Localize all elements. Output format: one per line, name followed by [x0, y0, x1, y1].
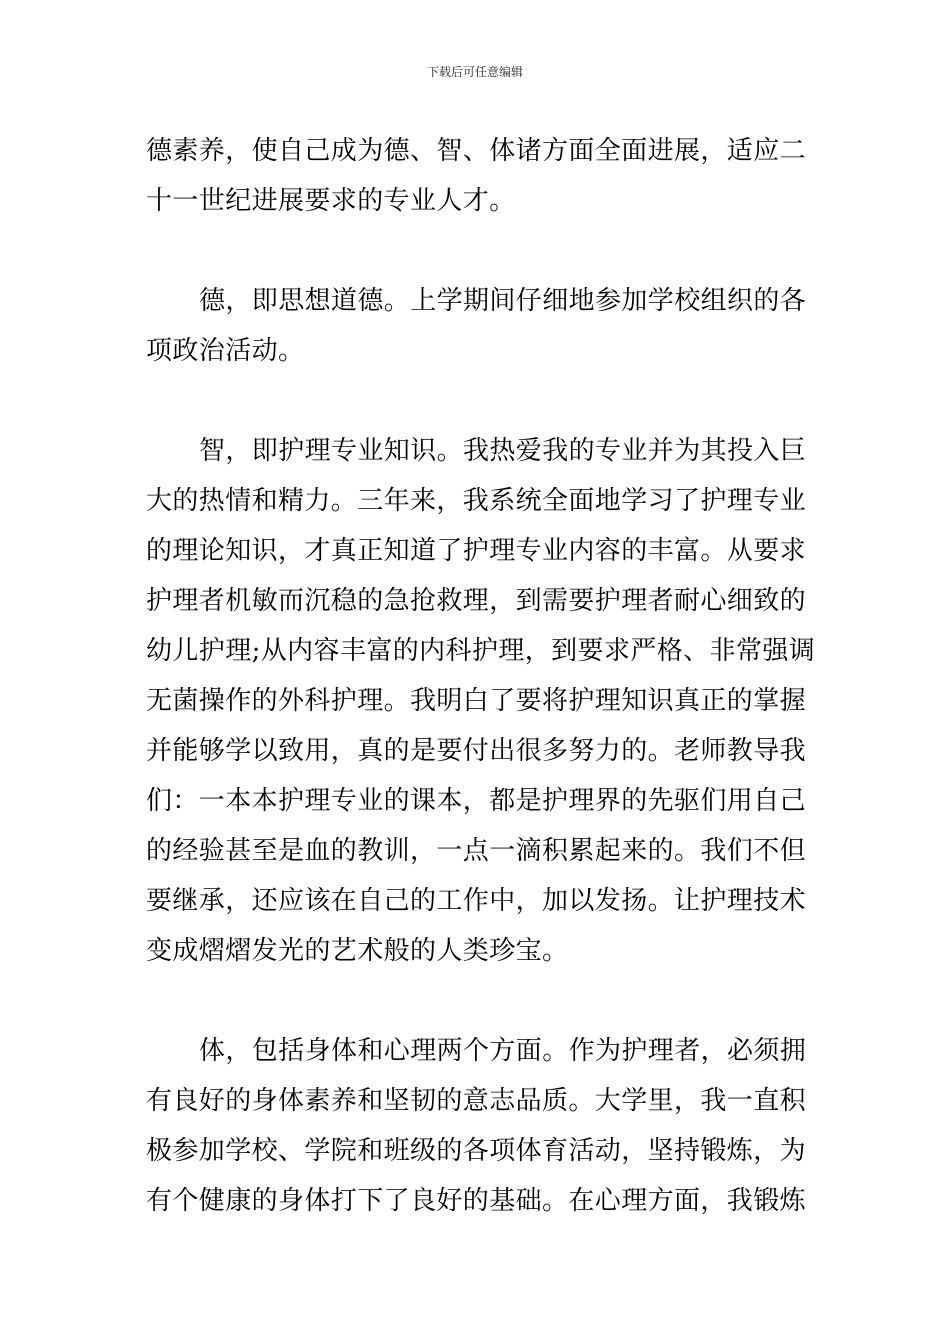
paragraph-gap [146, 976, 808, 1026]
text-line: 护理者机敏而沉稳的急抢救理，到需要护理者耐心细致的 [146, 586, 807, 616]
text-line: 并能够学以致用，真的是要付出很多努力的。老师教导我 [146, 736, 807, 766]
text-line: 大的热情和精力。三年来，我系统全面地学习了护理专业 [146, 486, 807, 516]
text-line: 变成熠熠发光的艺术般的人类珍宝。 [146, 936, 569, 966]
text-line: 们：一本本护理专业的课本，都是护理界的先驱们用自己 [146, 786, 807, 816]
paragraph-1 [146, 126, 808, 226]
text-line: 德，即思想道德。上学期间仔细地参加学校组织的各 [199, 286, 807, 316]
text-line: 项政治活动。 [146, 336, 305, 366]
text-line: 有个健康的身体打下了良好的基础。在心理方面，我锻炼 [146, 1186, 807, 1216]
paragraph-gap [146, 226, 808, 276]
text-line: 十一世纪进展要求的专业人才。 [146, 186, 516, 216]
paragraph-gap [146, 376, 808, 426]
paragraph-4 [146, 1026, 808, 1226]
text-line: 的经验甚至是血的教训，一点一滴积累起来的。我们不但 [146, 836, 807, 866]
paragraph-3 [146, 426, 816, 976]
text-line: 要继承，还应该在自己的工作中，加以发扬。让护理技术 [146, 886, 807, 916]
text-line: 极参加学校、学院和班级的各项体育活动，坚持锻炼，为 [146, 1136, 807, 1166]
text-line: 体，包括身体和心理两个方面。作为护理者，必须拥 [199, 1036, 807, 1066]
text-line: 幼儿护理;从内容丰富的内科护理，到要求严格、非常强调 [146, 636, 816, 666]
page-header: 下载后可任意编辑 [426, 65, 523, 79]
document-body [146, 126, 816, 1226]
paragraph-2 [146, 276, 808, 376]
text-line: 德素养，使自己成为德、智、体诸方面全面进展，适应二 [146, 136, 807, 166]
text-line: 智，即护理专业知识。我热爱我的专业并为其投入巨 [199, 436, 807, 466]
text-line: 的理论知识，才真正知道了护理专业内容的丰富。从要求 [146, 536, 807, 566]
text-line: 有良好的身体素养和坚韧的意志品质。大学里，我一直积 [146, 1086, 807, 1116]
text-line: 无菌操作的外科护理。我明白了要将护理知识真正的掌握 [146, 686, 807, 716]
